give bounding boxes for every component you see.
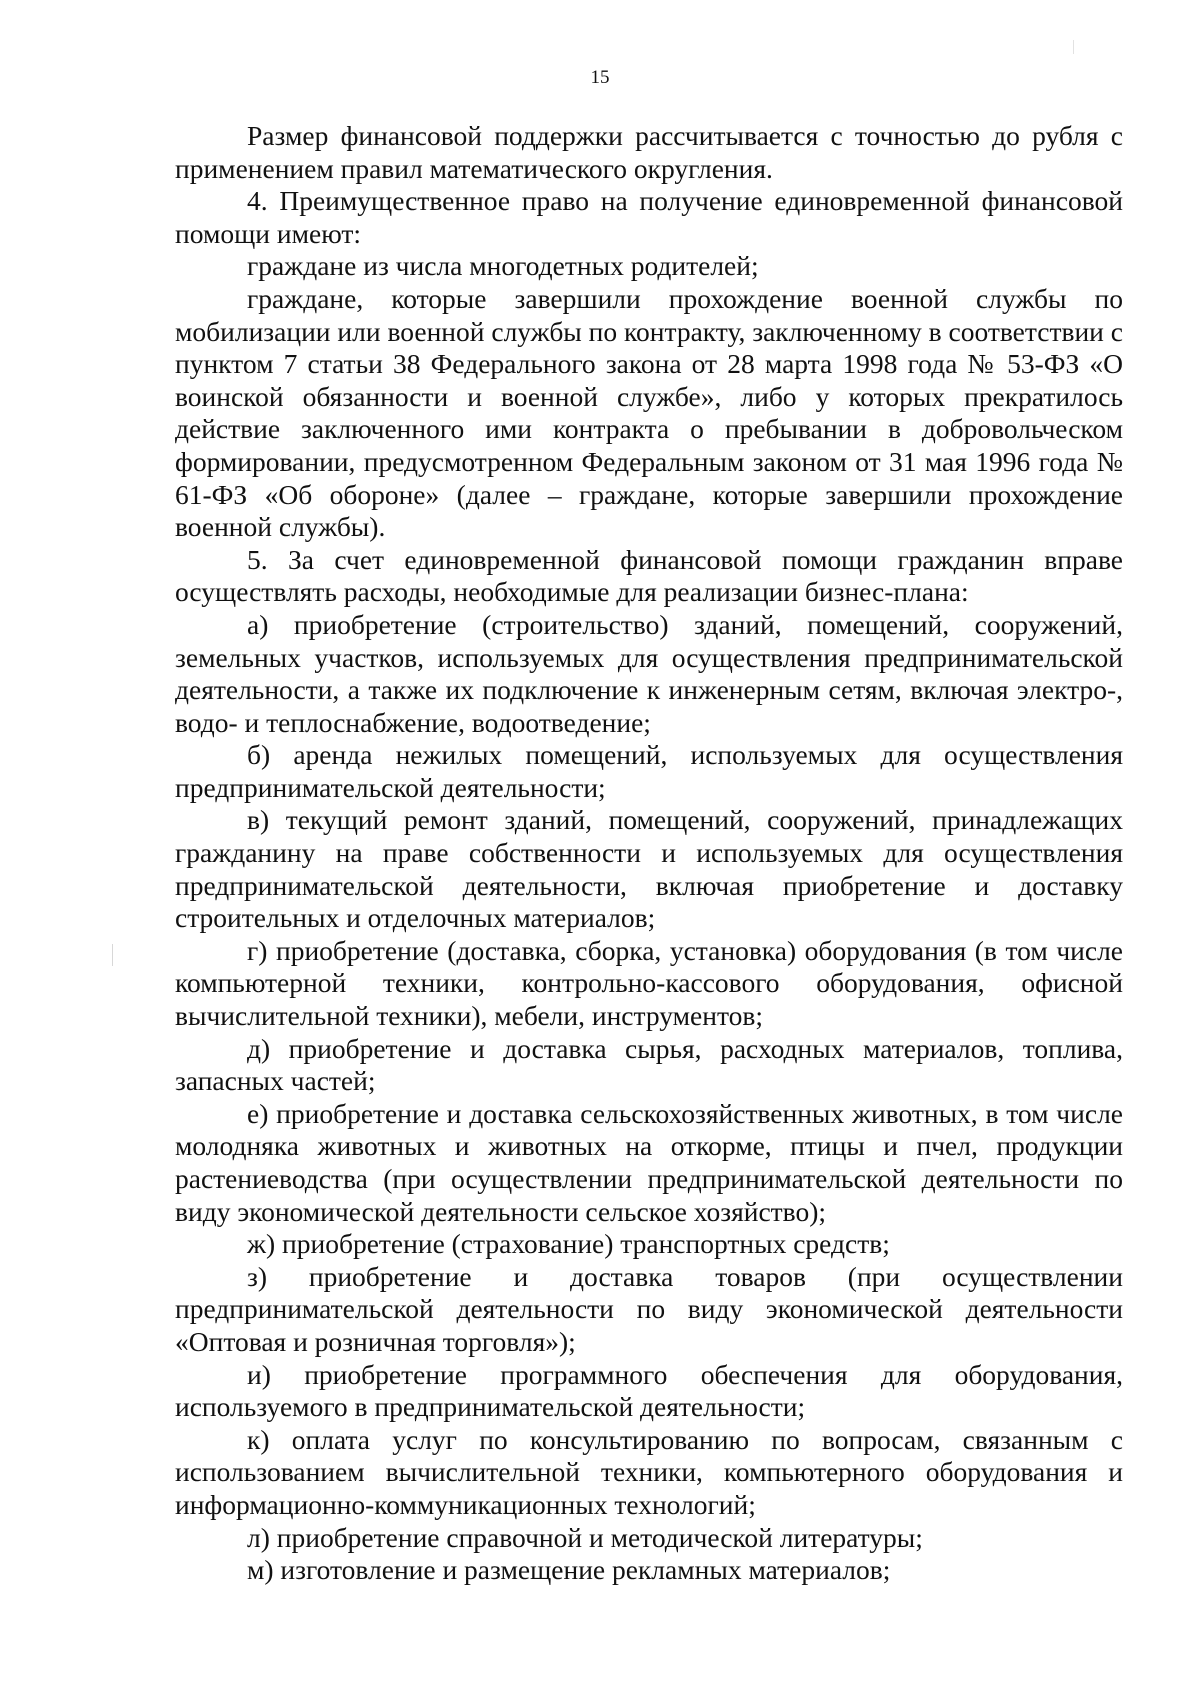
list-item-e: е) приобретение и доставка сельскохозяйственных животных, в том числе молодняка животных и животных на откорме, птицы и пчел, продукции растениеводства (при осуществлении предпринимательской деятельности по виду экономической деятельности сельское хозяйство); [175, 1097, 1123, 1227]
list-item-v: в) текущий ремонт зданий, помещений, сооружений, принадлежащих гражданину на праве собственности и используемых для осуществления предпринимательской деятельности, включая приобретение и доставку строительных и отделочных материалов; [175, 804, 1123, 934]
paragraph-clause-5: 5. За счет единовременной финансовой помощи гражданин вправе осуществлять расходы, необходимые для реализации бизнес-плана: [175, 543, 1123, 608]
list-item-d: д) приобретение и доставка сырья, расходных материалов, топлива, запасных частей; [175, 1032, 1123, 1097]
paragraph-clause-4: 4. Преимущественное право на получение единовременной финансовой помощи имеют: [175, 185, 1123, 249]
scan-artifact [112, 944, 113, 966]
list-item-b: б) аренда нежилых помещений, используемых для осуществления предпринимательской деятельности; [175, 739, 1123, 803]
paragraph-large-families: граждане из числа многодетных родителей; [247, 250, 759, 282]
paragraph-military-service: граждане, которые завершили прохождение военной службы по мобилизации или военной службы по контракту, заключенному в соответствии с пунктом 7 статьи 38 Федерального закона от 28 марта 1998 года № 53-ФЗ «О воинской обязанности и военной службе», либо у которых прекратилось действие заключенного ими контракта о пребывании в добровольческом формировании, предусмотренном Федеральным законом от 31 мая 1996 года № 61-ФЗ «Об обороне» (далее – граждане, которые завершили прохождение военной службы). [175, 282, 1123, 543]
list-item-m: м) изготовление и размещение рекламных материалов; [247, 1554, 891, 1586]
page-number: 15 [590, 67, 610, 88]
list-item-k: к) оплата услуг по консультированию по вопросам, связанным с использованием вычислительной техники, компьютерного оборудования и информационно-коммуникационных технологий; [175, 1423, 1123, 1520]
list-item-z: з) приобретение и доставка товаров (при осуществлении предпринимательской деятельности по виду экономической деятельности «Оптовая и розничная торговля»); [175, 1260, 1123, 1357]
document-body [175, 120, 1123, 1587]
scan-artifact [1073, 40, 1074, 54]
list-item-i: и) приобретение программного обеспечения для оборудования, используемого в предпринимательской деятельности; [175, 1358, 1123, 1423]
list-item-g: г) приобретение (доставка, сборка, установка) оборудования (в том числе компьютерной техники, контрольно-кассового оборудования, офисной вычислительной техники), мебели, инструментов; [175, 934, 1123, 1032]
paragraph-rounding: Размер финансовой поддержки рассчитывается с точностью до рубля с применением правил математического округления. [175, 120, 1123, 184]
list-item-l: л) приобретение справочной и методической литературы; [247, 1521, 923, 1553]
list-item-a: а) приобретение (строительство) зданий, помещений, сооружений, земельных участков, используемых для осуществления предпринимательской деятельности, а также их подключение к инженерным сетям, включая электро-, водо- и теплоснабжение, водоотведение; [175, 608, 1123, 738]
list-item-zh: ж) приобретение (страхование) транспортных средств; [247, 1228, 890, 1260]
